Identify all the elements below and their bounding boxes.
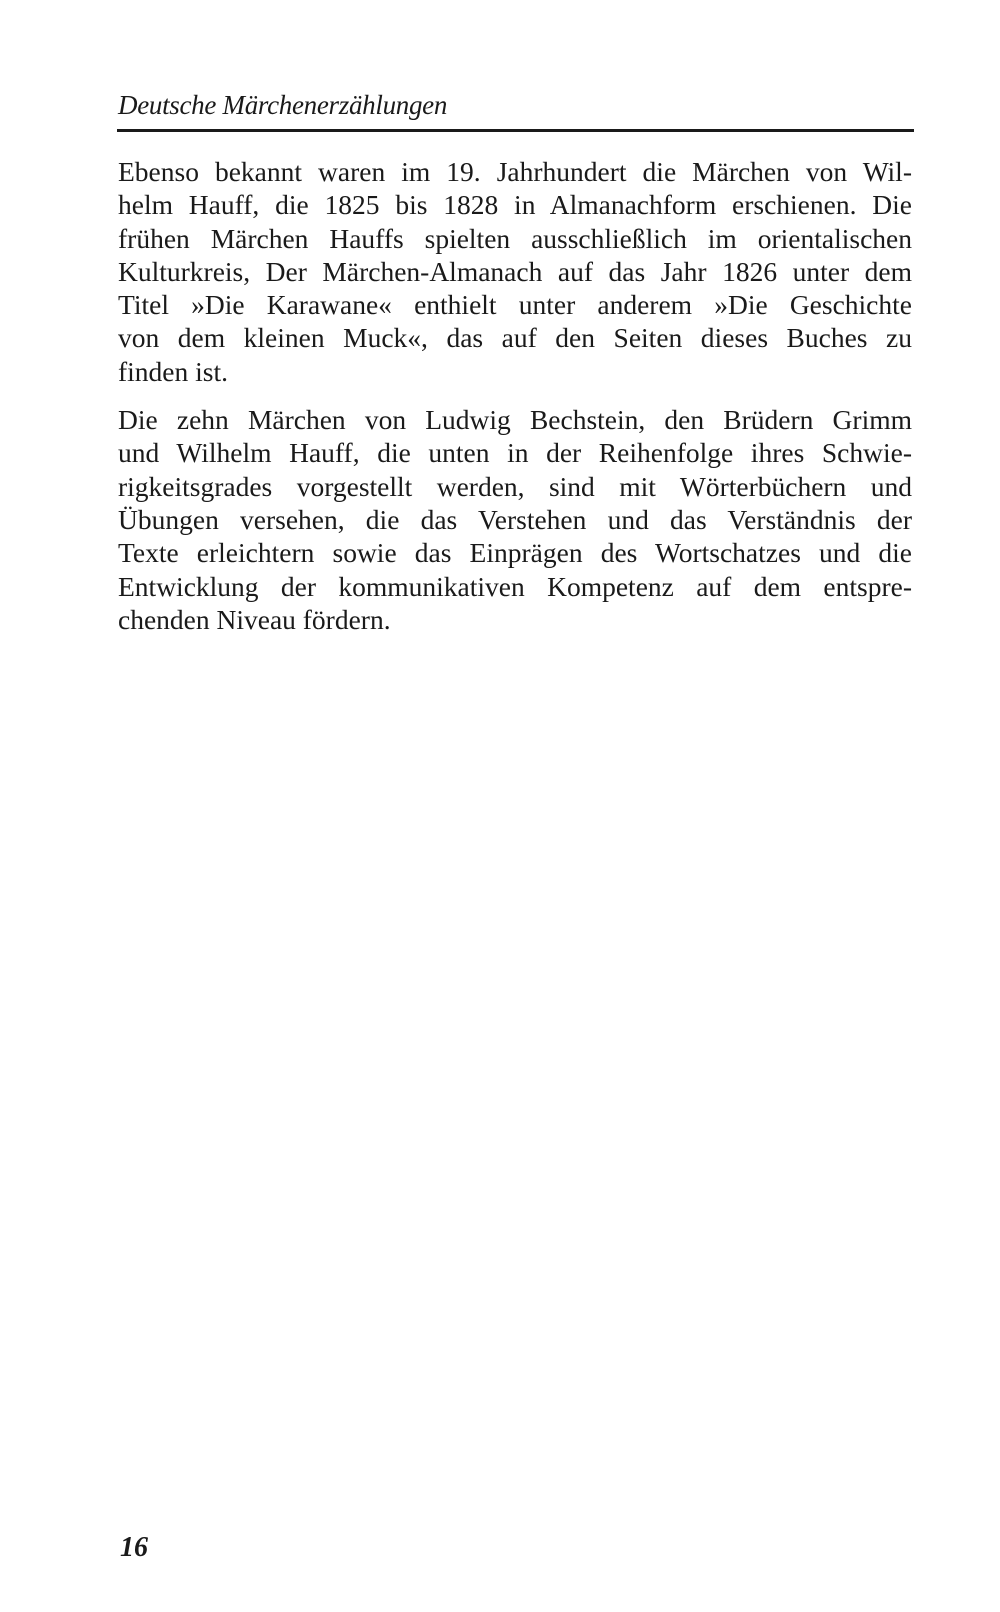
text-line: von dem kleinen Muck«, das auf den Seiten dieses Buches zu [118,322,912,354]
paragraph-2 [118,403,912,636]
paragraph-1 [118,155,912,388]
text-line: Kulturkreis, Der Märchen-Almanach auf das Jahr 1826 unter dem [118,255,912,287]
body-text [118,155,912,651]
text-line: rigkeitsgrades vorgestellt werden, sind mit Wörterbüchern und [118,470,912,502]
text-line: Entwicklung der kommunikativen Kompetenz auf dem entspre- [118,570,912,602]
text-line: Die zehn Märchen von Ludwig Bechstein, den Brüdern Grimm [118,404,912,436]
text-line: Ebenso bekannt waren im 19. Jahrhundert die Märchen von Wil- [118,156,912,187]
running-head-title: Deutsche Märchenerzählungen [118,90,448,120]
text-line: Titel »Die Karawane« enthielt unter anderem »Die Geschichte [118,289,912,321]
text-line: Texte erleichtern sowie das Einprägen des Wortschatzes und die [118,537,912,569]
text-line: finden ist. [118,355,228,387]
text-line: chenden Niveau fördern. [118,603,391,635]
text-line: und Wilhelm Hauff, die unten in der Reihenfolge ihres Schwie- [118,437,912,469]
header-divider [117,129,914,132]
text-line: Übungen versehen, die das Verstehen und das Verständnis der [118,503,912,535]
text-line: helm Hauff, die 1825 bis 1828 in Almanachform erschienen. Die [118,189,912,221]
page-number: 16 [120,1532,148,1563]
text-line: frühen Märchen Hauffs spielten ausschließlich im orientalischen [118,222,912,254]
